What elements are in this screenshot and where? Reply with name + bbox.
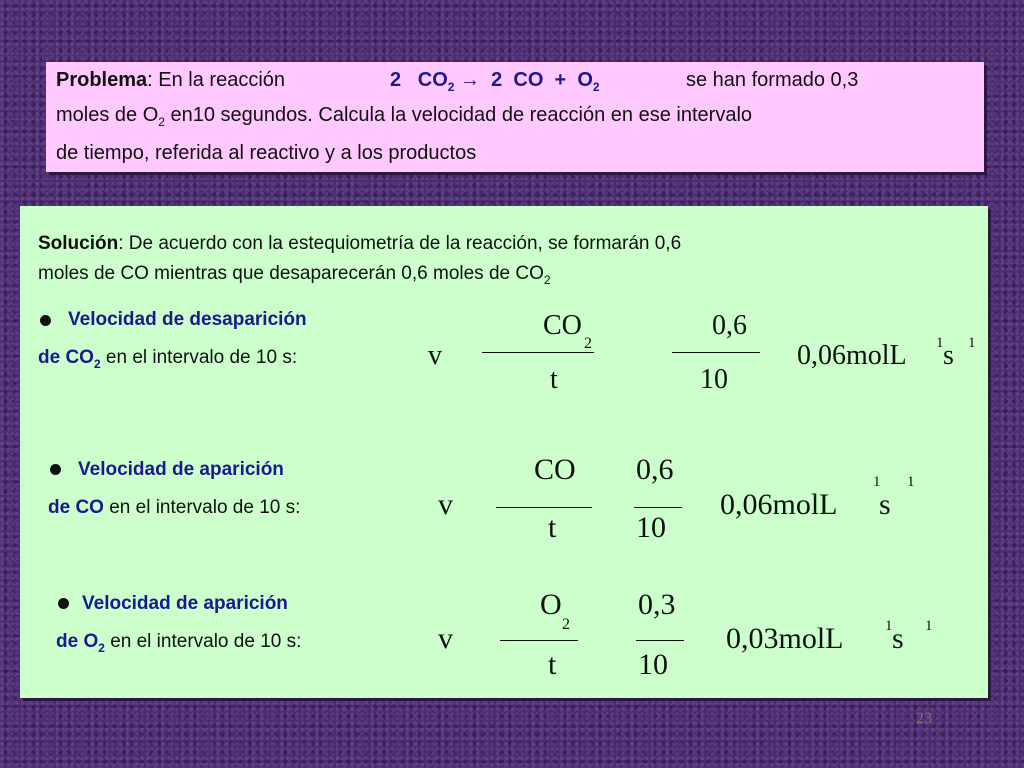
section-3-result: 0,03molL	[726, 622, 844, 655]
section-1-title: Velocidad de desaparición	[68, 309, 307, 330]
section-1-numerator-sub: 2	[584, 335, 592, 352]
section-2-v: v	[438, 488, 453, 521]
eq-plus: +	[554, 69, 567, 91]
section-3-fraction-line	[500, 640, 578, 641]
eq-o2-sub: 2	[592, 80, 600, 94]
section-1-exponent-2: 1	[968, 335, 976, 351]
section-1-exponent-1: 1	[936, 335, 944, 351]
section-1-sub-a: de CO	[38, 347, 94, 368]
section-1-result: 0,06molL	[797, 340, 907, 371]
section-1-fraction-line	[482, 352, 594, 353]
solution-line-1	[38, 234, 681, 253]
section-3-s: s	[892, 622, 904, 655]
section-2-subtitle	[48, 498, 300, 517]
section-1-numerator: CO	[543, 310, 582, 341]
problem-line-2-a: moles de O	[56, 104, 159, 126]
problem-line-3: de tiempo, referida al reactivo y a los productos	[56, 142, 477, 164]
section-3-sub-b: en el intervalo de 10 s:	[104, 631, 302, 652]
section-1-numerator-2: 0,6	[712, 310, 747, 341]
solution-label: Solución	[38, 233, 119, 254]
section-1-fraction-line-2	[672, 352, 760, 353]
section-3-sub-sub: 2	[98, 641, 105, 655]
section-2-denominator: t	[548, 511, 557, 544]
section-2-numerator: CO	[534, 453, 576, 486]
problem-line-1	[56, 70, 285, 90]
problem-line-2	[56, 104, 753, 129]
bullet-icon	[58, 598, 69, 609]
bullet-icon	[40, 315, 51, 326]
section-2-denominator-2: 10	[636, 511, 666, 544]
problem-line-2-sub: 2	[158, 115, 165, 129]
section-2-sub-b: en el intervalo de 10 s:	[103, 497, 301, 518]
section-3-sub-a: de O	[56, 631, 99, 652]
section-3-numerator-2: 0,3	[638, 588, 676, 621]
section-3-exponent-1: 1	[885, 618, 893, 634]
section-1-sub-sub: 2	[93, 357, 101, 371]
section-3-numerator: O	[540, 588, 562, 621]
eq-coef-1: 2	[390, 69, 402, 91]
problem-intro: : En la reacción	[147, 69, 286, 91]
section-2-numerator-2: 0,6	[636, 453, 674, 486]
eq-o2: O	[577, 69, 593, 91]
eq-co2: CO	[417, 69, 448, 91]
section-3-title: Velocidad de aparición	[82, 593, 288, 614]
section-1-sub-b: en el intervalo de 10 s:	[100, 347, 298, 368]
section-1-subtitle	[38, 347, 298, 371]
eq-co2-sub: 2	[447, 80, 455, 94]
solution-line-1-text: : De acuerdo con la estequiometría de la reacción, se formarán 0,6	[118, 233, 682, 254]
problem-line-2-b: en10 segundos. Calcula la velocidad de reacción en ese intervalo	[164, 104, 753, 126]
eq-coef-2: 2	[491, 69, 503, 91]
solution-line-2-sub: 2	[543, 273, 551, 287]
section-3-denominator-2: 10	[638, 648, 668, 681]
page-number: 23	[916, 710, 932, 727]
section-2-exponent-2: 1	[907, 474, 915, 490]
problem-label: Problema	[56, 69, 148, 91]
section-1-v: v	[428, 340, 442, 371]
problem-line-1-end: se han formado 0,3	[686, 69, 859, 91]
section-1-denominator: t	[550, 364, 558, 395]
section-3-numerator-sub: 2	[562, 616, 570, 633]
section-2-result: 0,06molL	[720, 488, 838, 521]
section-2-fraction-line	[496, 507, 592, 508]
solution-line-2	[38, 263, 551, 287]
section-2-s: s	[879, 488, 891, 521]
section-3-fraction-line-2	[636, 640, 684, 641]
section-2-sub-a: de CO	[48, 497, 104, 518]
section-1-s: s	[943, 340, 954, 371]
section-3-exponent-2: 1	[925, 618, 933, 634]
eq-arrow: →	[460, 69, 481, 91]
section-3-subtitle	[56, 631, 302, 655]
section-2-exponent-1: 1	[873, 474, 881, 490]
section-1-denominator-2: 10	[700, 364, 728, 395]
section-3-v: v	[438, 622, 453, 655]
bullet-icon	[50, 464, 61, 475]
solution-line-2-a: moles de CO mientras que desaparecerán 0,6 moles de CO	[38, 263, 544, 284]
section-3-denominator: t	[548, 648, 557, 681]
section-2-title: Velocidad de aparición	[78, 459, 284, 480]
reaction-equation	[390, 69, 600, 94]
section-2-fraction-line-2	[634, 507, 682, 508]
eq-co: CO	[513, 69, 544, 91]
